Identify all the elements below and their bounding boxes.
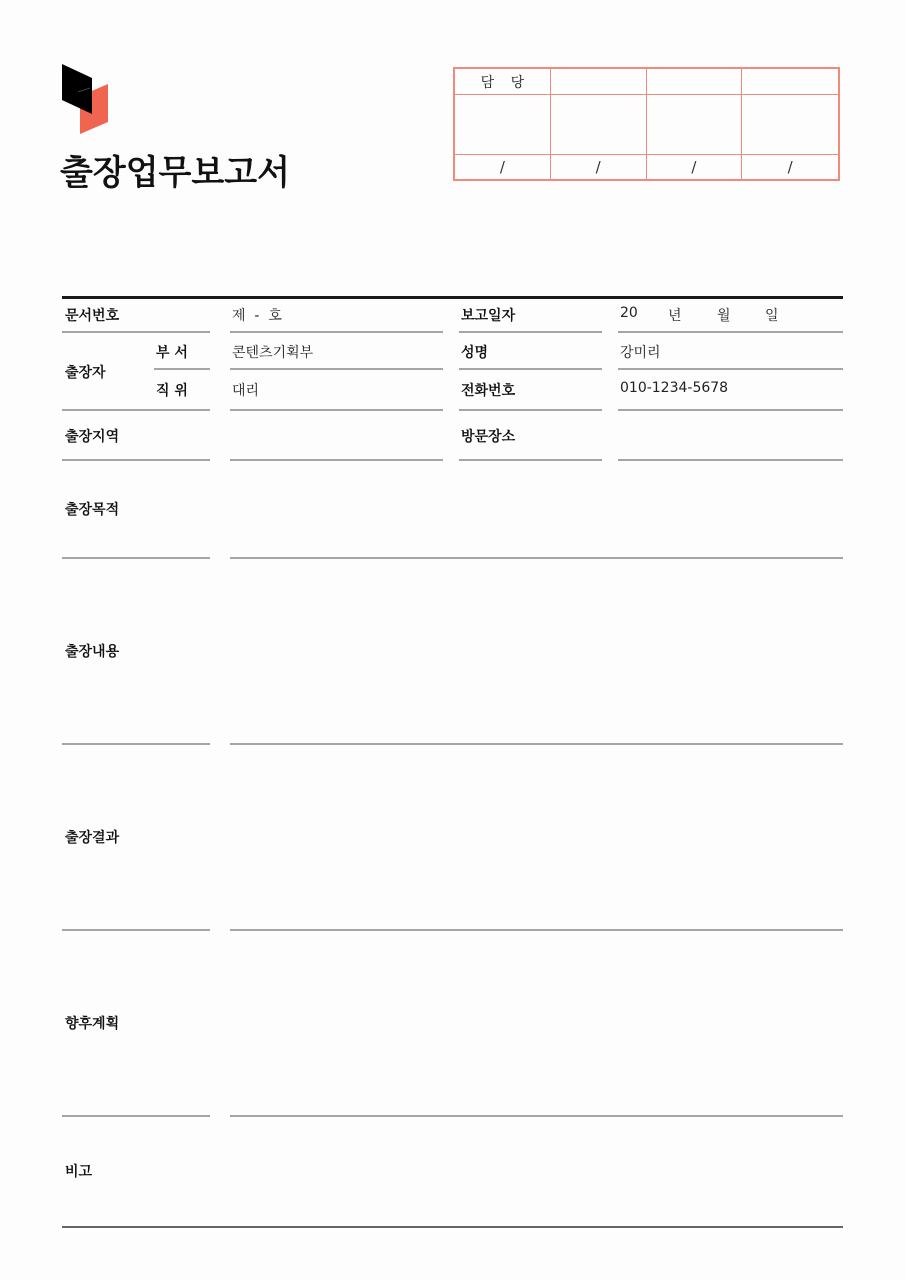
row-divider	[459, 409, 602, 411]
approval-sign-2[interactable]	[551, 95, 647, 155]
approval-header-2[interactable]	[551, 69, 647, 95]
region-label: 출장지역	[65, 429, 120, 445]
report-date-year-unit: 년	[668, 308, 682, 324]
report-date-day-unit: 일	[765, 308, 779, 324]
name-label: 성명	[461, 345, 489, 361]
row-divider	[618, 368, 843, 370]
approval-sign-4[interactable]	[742, 95, 838, 155]
row-divider	[230, 743, 843, 745]
row-divider	[154, 368, 210, 370]
row-divider	[618, 459, 843, 461]
department-label: 부 서	[156, 345, 188, 361]
phone-field[interactable]: 010-1234-5678	[620, 380, 729, 396]
row-divider	[459, 459, 602, 461]
row-divider	[618, 331, 843, 333]
content-field[interactable]	[232, 564, 842, 738]
row-divider	[459, 331, 602, 333]
row-divider	[230, 1115, 843, 1117]
row-divider	[230, 459, 443, 461]
row-divider	[230, 331, 443, 333]
row-divider	[230, 368, 443, 370]
row-divider	[459, 368, 602, 370]
approval-sign-1[interactable]	[455, 95, 551, 155]
position-field[interactable]: 대리	[232, 383, 260, 399]
folded-blocks-logo-icon	[60, 62, 110, 134]
table-bottom-border	[62, 1226, 843, 1228]
row-divider	[62, 1115, 210, 1117]
approval-sign-3[interactable]	[647, 95, 743, 155]
name-field[interactable]: 강미리	[620, 345, 661, 361]
approval-date-3[interactable]: /	[647, 155, 743, 179]
visit-place-field[interactable]	[620, 426, 842, 444]
position-label: 직 위	[156, 383, 188, 399]
report-date-month-unit: 월	[717, 308, 731, 324]
row-divider	[62, 409, 210, 411]
future-plan-field[interactable]	[232, 936, 842, 1110]
row-divider	[62, 331, 210, 333]
purpose-label: 출장목적	[65, 502, 120, 518]
report-date-label: 보고일자	[461, 308, 516, 324]
doc-number-field[interactable]: 제 - 호	[232, 308, 282, 324]
phone-label: 전화번호	[461, 383, 516, 399]
row-divider	[62, 557, 210, 559]
content-label: 출장내용	[65, 644, 120, 660]
row-divider	[230, 929, 843, 931]
approval-date-4[interactable]: /	[787, 158, 793, 176]
row-divider	[230, 557, 843, 559]
visit-place-label: 방문장소	[461, 429, 516, 445]
approval-box	[453, 67, 840, 181]
traveler-label: 출장자	[65, 365, 106, 381]
remarks-field[interactable]	[232, 1122, 842, 1220]
row-divider	[618, 409, 843, 411]
report-date-year-prefix[interactable]: 20	[620, 305, 638, 321]
future-plan-label: 향후계획	[65, 1016, 120, 1032]
department-field[interactable]: 콘텐츠기획부	[232, 345, 314, 361]
purpose-field[interactable]	[232, 466, 842, 552]
document-title: 출장업무보고서	[60, 153, 290, 193]
approval-header-4[interactable]	[742, 69, 838, 95]
row-divider	[62, 743, 210, 745]
row-divider	[62, 929, 210, 931]
approval-header-3[interactable]	[647, 69, 743, 95]
row-divider	[62, 459, 210, 461]
result-label: 출장결과	[65, 830, 120, 846]
company-logo	[60, 62, 110, 134]
doc-number-label: 문서번호	[65, 308, 120, 324]
approval-header-1: 담 당	[455, 69, 551, 95]
table-top-border	[62, 296, 843, 299]
result-field[interactable]	[232, 750, 842, 924]
approval-date-1[interactable]: /	[455, 155, 551, 179]
row-divider	[230, 409, 443, 411]
approval-date-2[interactable]: /	[551, 155, 647, 179]
remarks-label: 비고	[65, 1164, 93, 1180]
region-field[interactable]	[232, 426, 442, 444]
